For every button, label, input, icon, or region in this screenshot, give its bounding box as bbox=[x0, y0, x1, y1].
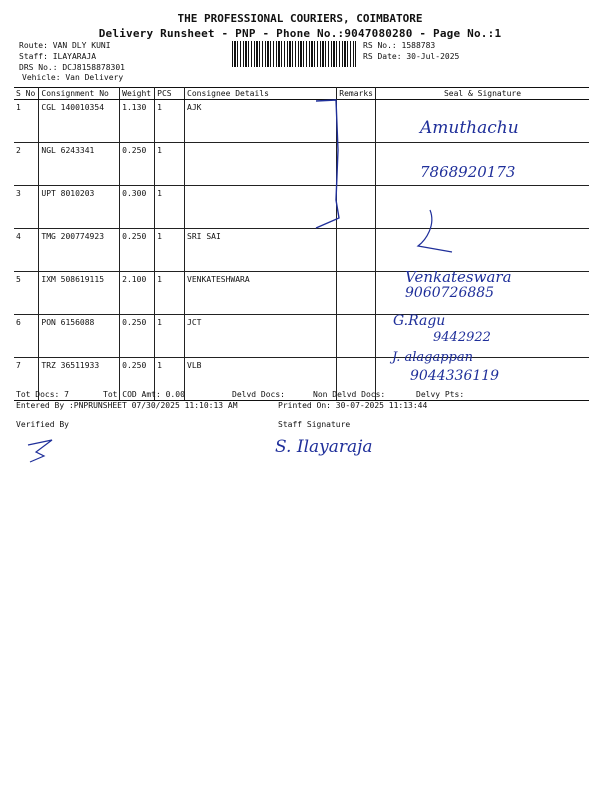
cell-consignment: UPT 8010203 bbox=[39, 186, 120, 229]
tot-cod-amt: Tot COD Amt: 0.00 bbox=[103, 390, 185, 399]
col-header-pcs: PCS bbox=[155, 88, 185, 100]
cell-sno: 4 bbox=[14, 229, 39, 272]
col-header-remarks: Remarks bbox=[337, 88, 376, 100]
staff-signature: S. Ilayaraja bbox=[275, 437, 373, 457]
phone-row2: 7868920173 bbox=[420, 163, 516, 181]
verified-by-label: Verified By bbox=[16, 420, 69, 429]
col-header-seal: Seal & Signature bbox=[375, 88, 589, 100]
col-header-consignee: Consignee Details bbox=[185, 88, 337, 100]
printed-on: Printed On: 30-07-2025 11:13:44 bbox=[278, 401, 428, 410]
col-header-sno: S No bbox=[14, 88, 39, 100]
cell-sno: 6 bbox=[14, 315, 39, 358]
cell-pcs: 1 bbox=[155, 272, 185, 315]
cell-consignee: AJK bbox=[185, 100, 337, 143]
signature-row1: Amuthachu bbox=[420, 118, 519, 138]
delvy-pts: Delvy Pts: bbox=[416, 390, 465, 399]
signature-row6: G.Ragu bbox=[393, 313, 446, 329]
delvd-docs: Delvd Docs: bbox=[232, 390, 285, 399]
cell-consignment: IXM 508619115 bbox=[39, 272, 120, 315]
cell-consignee: SRI SAI bbox=[185, 229, 337, 272]
non-delvd-docs: Non Delvd Docs: bbox=[313, 390, 386, 399]
staff-signature-label: Staff Signature bbox=[278, 420, 351, 429]
vehicle-label: Vehicle: Van Delivery bbox=[22, 73, 124, 82]
cell-consignee: VLB bbox=[185, 358, 337, 401]
cell-weight: 1.130 bbox=[120, 100, 155, 143]
signature-row5: Venkateswara bbox=[405, 268, 512, 286]
cell-consignment: TMG 200774923 bbox=[39, 229, 120, 272]
entered-by: Entered By :PNPRUNSHEET 07/30/2025 11:10:13 AM bbox=[16, 401, 238, 410]
cell-pcs: 1 bbox=[155, 315, 185, 358]
cell-weight: 0.250 bbox=[120, 358, 155, 401]
cell-weight: 0.250 bbox=[120, 315, 155, 358]
cell-pcs: 1 bbox=[155, 143, 185, 186]
cell-pcs: 1 bbox=[155, 186, 185, 229]
cell-sno: 5 bbox=[14, 272, 39, 315]
cell-sno: 3 bbox=[14, 186, 39, 229]
runsheet-subtitle: Delivery Runsheet - PNP - Phone No.:9047080280 - Page No.:1 bbox=[98, 27, 502, 40]
cell-sno: 7 bbox=[14, 358, 39, 401]
phone-row7: 9044336119 bbox=[410, 368, 500, 384]
cell-consignment: PON 6156088 bbox=[39, 315, 120, 358]
cell-weight: 0.250 bbox=[120, 229, 155, 272]
cell-pcs: 1 bbox=[155, 229, 185, 272]
company-title: THE PROFESSIONAL COURIERS, COIMBATORE bbox=[177, 12, 423, 25]
signature-row7: J. alagappan bbox=[392, 350, 473, 365]
cell-pcs: 1 bbox=[155, 358, 185, 401]
col-header-weight: Weight bbox=[120, 88, 155, 100]
cell-consignee: VENKATESHWARA bbox=[185, 272, 337, 315]
cell-sno: 2 bbox=[14, 143, 39, 186]
staff-label: Staff: ILAYARAJA bbox=[19, 52, 97, 61]
cell-consignment: CGL 140010354 bbox=[39, 100, 120, 143]
phone-row5: 9060726885 bbox=[405, 285, 495, 301]
cell-sno: 1 bbox=[14, 100, 39, 143]
cell-weight: 2.100 bbox=[120, 272, 155, 315]
cell-consignment: TRZ 36511933 bbox=[39, 358, 120, 401]
route-label: Route: VAN DLY KUNI bbox=[19, 41, 111, 50]
phone-row6: 9442922 bbox=[433, 330, 491, 345]
rs-number: RS No.: 1588783 bbox=[363, 41, 436, 50]
rs-date: RS Date: 30-Jul-2025 bbox=[363, 52, 460, 61]
cell-consignment: NGL 6243341 bbox=[39, 143, 120, 186]
tot-docs: Tot Docs: 7 bbox=[16, 390, 69, 399]
col-header-consignment: Consignment No bbox=[39, 88, 120, 100]
cell-weight: 0.300 bbox=[120, 186, 155, 229]
cell-consignee: JCT bbox=[185, 315, 337, 358]
cell-pcs: 1 bbox=[155, 100, 185, 143]
drs-number: DRS No.: DCJ8158878301 bbox=[19, 63, 125, 72]
cell-weight: 0.250 bbox=[120, 143, 155, 186]
